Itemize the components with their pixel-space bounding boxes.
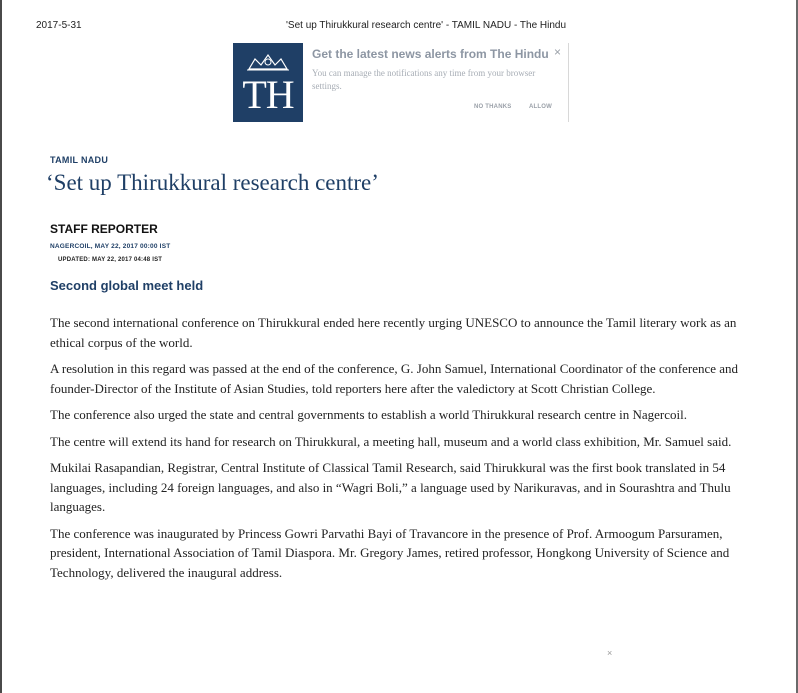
- article-body: [50, 313, 756, 589]
- article-paragraph: The centre will extend its hand for research on Thirukkural, a meeting hall, museum and a world class exhibition, Mr. Samuel said.: [50, 433, 732, 449]
- close-icon[interactable]: ×: [554, 45, 562, 59]
- no-thanks-button[interactable]: NO THANKS: [474, 104, 512, 110]
- the-hindu-logo: [233, 43, 303, 122]
- crest-icon: [245, 53, 291, 71]
- article-paragraph: A resolution in this regard was passed at the end of the conference, G. John Samuel, International Coordinator of the conference and founder-Director of the Institute of Asian Studies, told reporters here after the valedictory at Scott Christian College.: [50, 361, 739, 396]
- section-tag[interactable]: TAMIL NADU: [50, 155, 109, 165]
- article-paragraph: The conference also urged the state and central governments to establish a world Thirukkural research centre in Nagercoil.: [50, 407, 687, 422]
- print-date: 2017-5-31: [36, 20, 82, 31]
- allow-button[interactable]: ALLOW: [529, 104, 552, 110]
- article-paragraph: Mukilai Rasapandian, Registrar, Central Institute of Classical Tamil Research, said Thirukkural was the first book translated in 54 languages, including 24 foreign languages, and also in “Wagri Boli,” a language used by Narikuravas, and in Sourashtra and Thulu languages.: [50, 460, 731, 514]
- updated-timestamp: UPDATED: MAY 22, 2017 04:48 IST: [58, 257, 163, 263]
- author-name[interactable]: STAFF REPORTER: [50, 222, 158, 236]
- article-paragraph: The conference was inaugurated by Princess Gowri Parvathi Bayi of Travancore in the presence of Prof. Armoogum Parsuramen, president, International Association of Tamil Diaspora. Mr. Gregory James, retired professor, Hongkong University of Science and Technology, delivered the inaugural address.: [50, 525, 730, 580]
- notification-body: You can manage the notifications any time from your browser settings.: [312, 68, 536, 91]
- print-page-title: 'Set up Thirukkural research centre' - TAMIL NADU - The Hindu: [286, 20, 567, 31]
- logo-text: TH: [242, 72, 294, 117]
- notification-popup: [232, 43, 569, 122]
- article-headline: ‘Set up Thirukkural research centre’: [46, 170, 379, 195]
- dateline: NAGERCOIL, MAY 22, 2017 00:00 IST: [50, 243, 171, 250]
- close-icon[interactable]: ×: [607, 648, 613, 658]
- article-paragraph: The second international conference on Thirukkural ended here recently urging UNESCO to announce the Tamil literary work as an ethical corpus of the world.: [50, 315, 737, 350]
- page-left-border: [0, 0, 2, 693]
- notification-heading: Get the latest news alerts from The Hindu: [312, 47, 549, 61]
- article-subhead: Second global meet held: [50, 278, 204, 293]
